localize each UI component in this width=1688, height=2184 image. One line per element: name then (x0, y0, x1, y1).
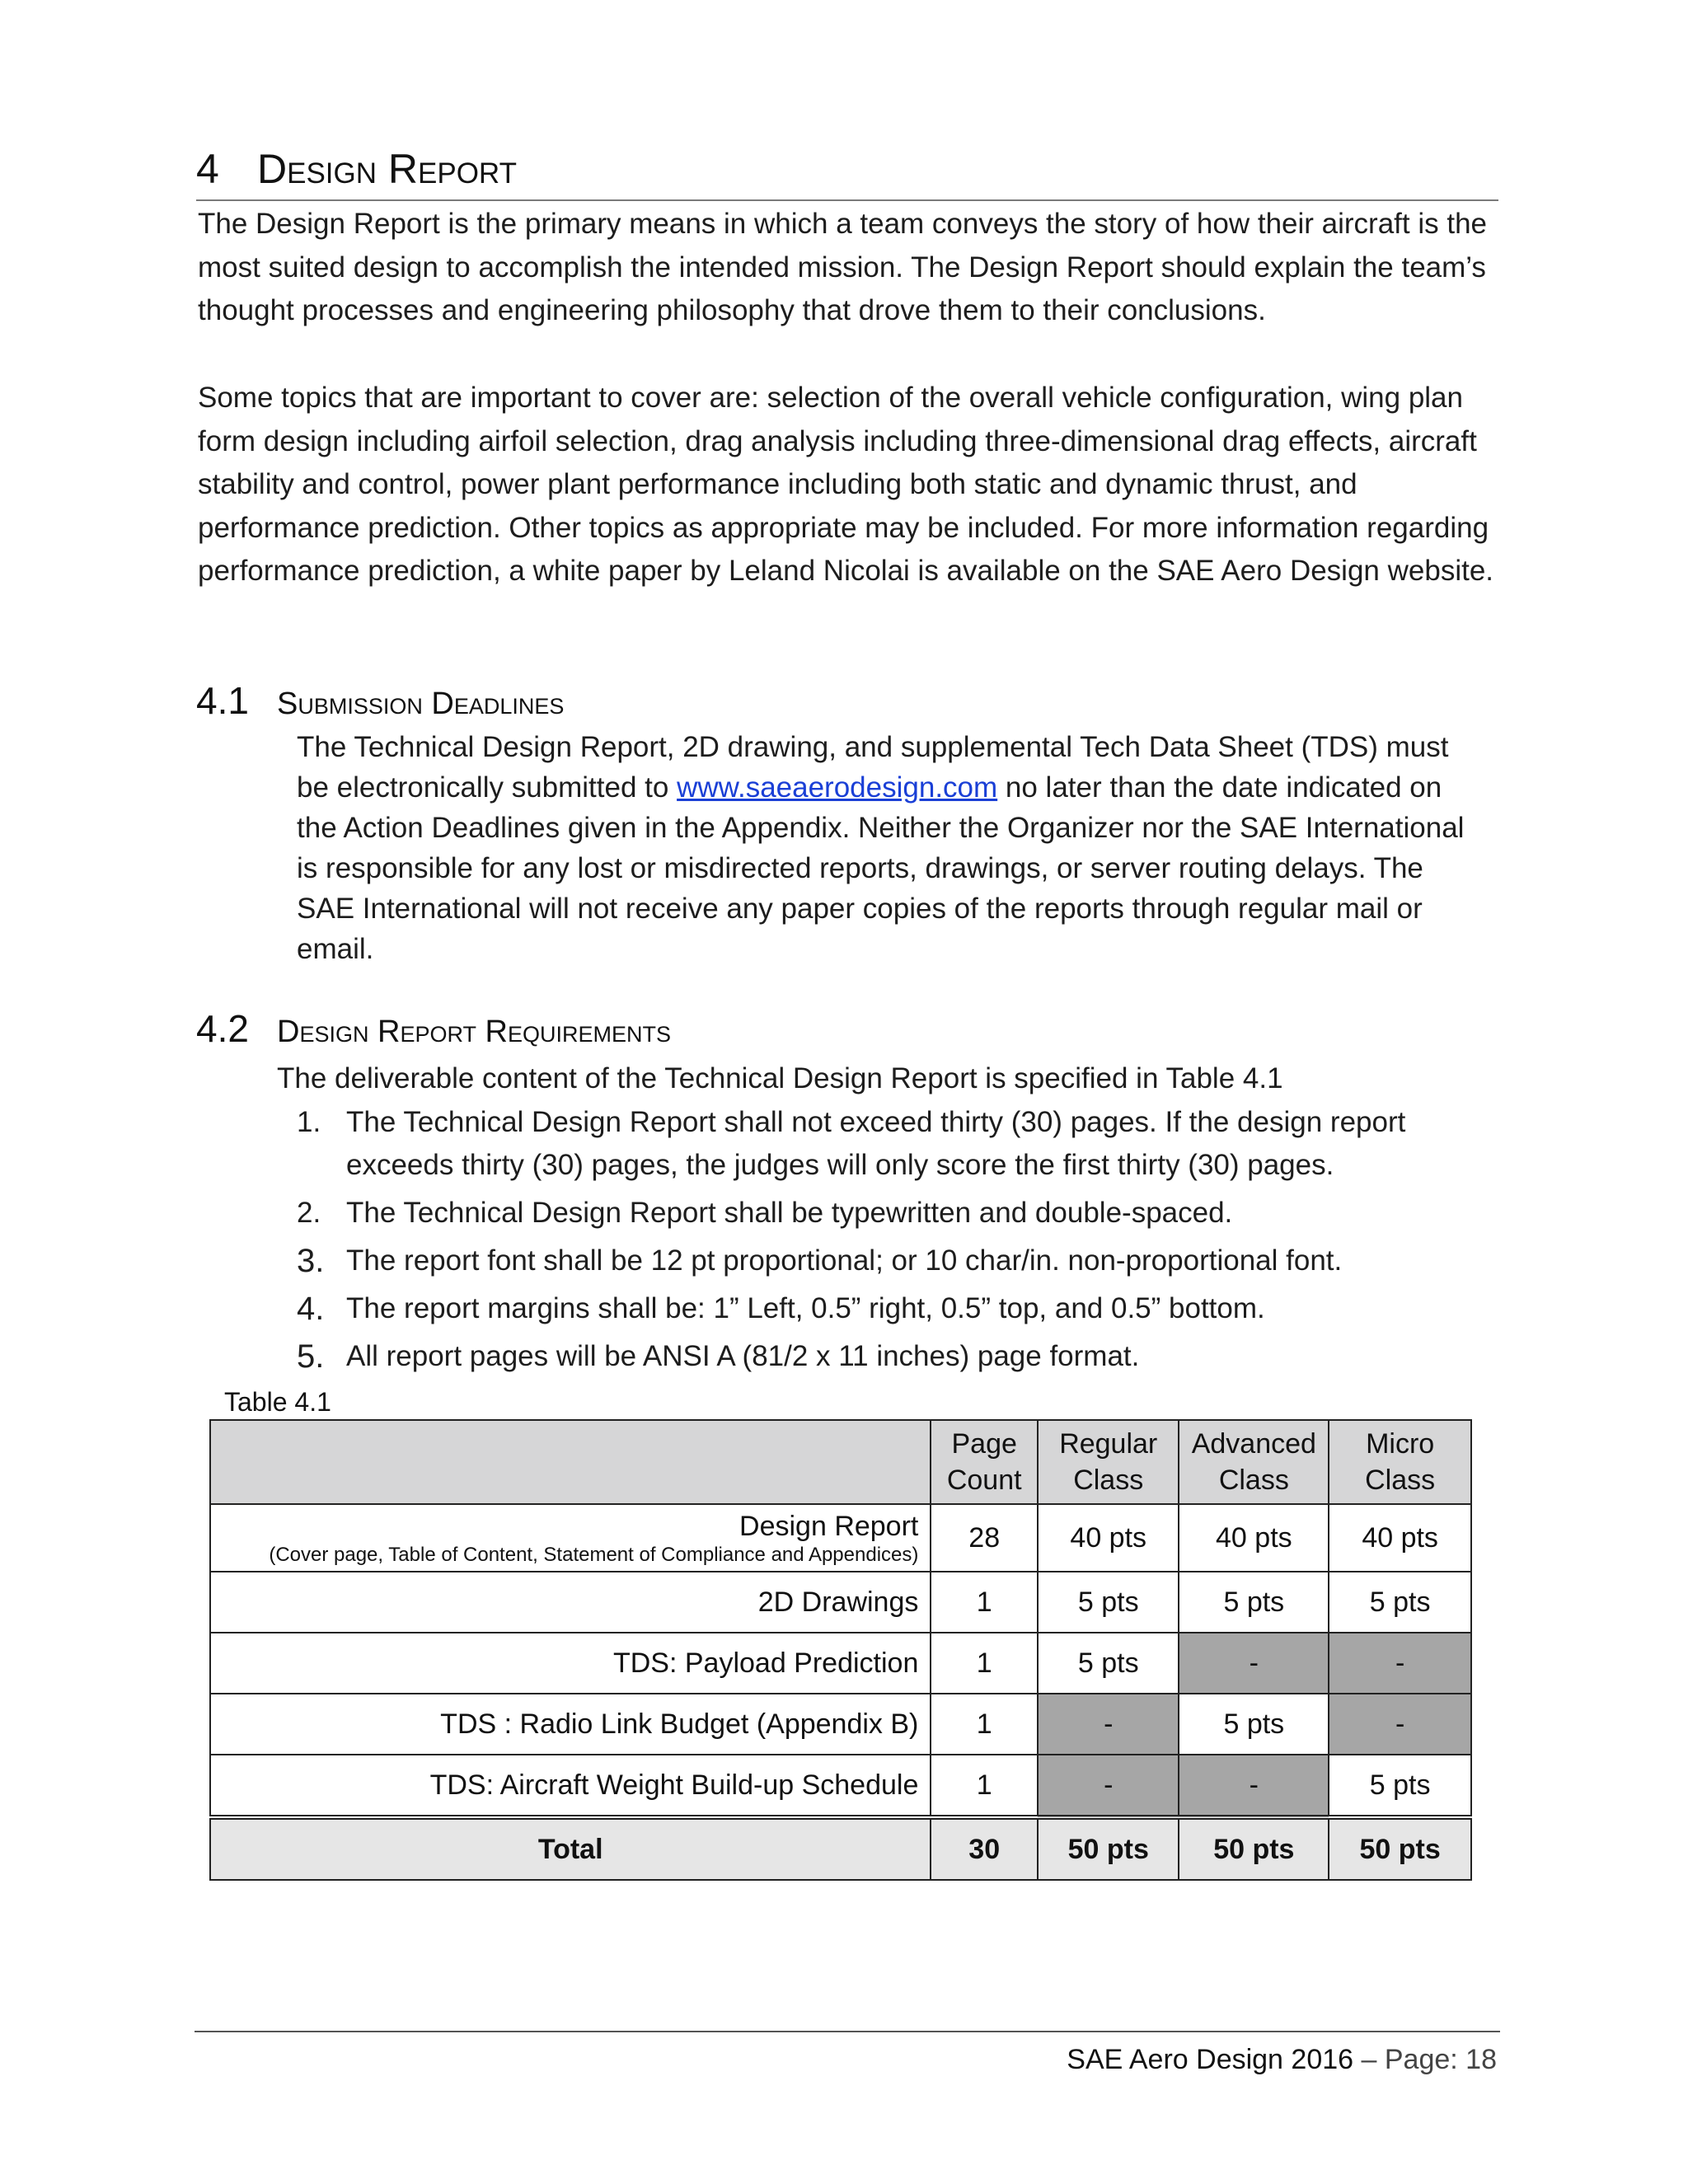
total-label: Total (210, 1817, 931, 1880)
table-cell-na: - (1329, 1694, 1471, 1755)
table-row (210, 1504, 1471, 1572)
table-cell: 1 (931, 1633, 1038, 1694)
submission-text-after: no later than the date indicated on the Action Deadlines given in the Appendix. Neither the Organizer nor the SAE International is responsible for any lost or misdirected reports, drawings, or server routing delays. The SAE International will not receive any paper copies of the reports through regular mail or email. (297, 771, 1465, 965)
list-item: 4. The report margins shall be: 1” Left, 0.5” right, 0.5” top, and 0.5” bottom. (297, 1291, 1265, 1327)
submission-text-before: The Technical Design Report, 2D drawing, and supplemental Tech Data Sheet (TDS) must be electronically submitted to (297, 731, 1449, 804)
section-heading (196, 140, 1498, 201)
list-item: 1. The Technical Design Report shall not exceed thirty (30) pages. If the design report exceeds thirty (30) pages, the judges will only score the first thirty (30) pages. (297, 1106, 1406, 1181)
table-header-row (210, 1420, 1471, 1504)
table-cell: 1 (931, 1755, 1038, 1817)
row-label-cell: TDS: Payload Prediction (210, 1633, 931, 1694)
list-item: 3. The report font shall be 12 pt proportional; or 10 char/in. non-proportional font. (297, 1243, 1343, 1279)
table-cell: 1 (931, 1694, 1038, 1755)
table-row (210, 1755, 1471, 1817)
subsection-title: Design Report Requirements (277, 1015, 672, 1049)
table-row (210, 1694, 1471, 1755)
table-cell: 5 pts (1179, 1572, 1329, 1633)
website-link[interactable]: www.saeaerodesign.com (677, 771, 998, 804)
header-cell: Regular Class (1038, 1420, 1179, 1504)
table-cell: 40 pts (1179, 1504, 1329, 1572)
page-number: Page: 18 (1384, 2044, 1497, 2075)
section-title: Design Report (257, 146, 517, 192)
subsection-heading-4-2 (196, 1005, 671, 1055)
requirements-intro: The deliverable content of the Technical Design Report is specified in Table 4.1 (277, 1062, 1283, 1094)
row-label-cell: TDS: Aircraft Weight Build-up Schedule (210, 1755, 931, 1817)
header-cell (210, 1420, 931, 1504)
table-cell-na: - (1179, 1633, 1329, 1694)
row-label-cell: 2D Drawings (210, 1572, 931, 1633)
row-label-cell (210, 1504, 931, 1572)
footer-title: SAE Aero Design 2016 (1067, 2044, 1354, 2075)
deliverables-table (209, 1419, 1472, 1881)
header-cell: Page Count (931, 1420, 1038, 1504)
total-cell: 50 pts (1038, 1817, 1179, 1880)
row-label: Design Report (739, 1511, 919, 1542)
table-cell: 5 pts (1179, 1694, 1329, 1755)
footer-divider (195, 2031, 1500, 2032)
subsection-heading-4-1 (196, 677, 564, 727)
subsection-number: 4.1 (196, 679, 249, 722)
subsection-title: Submission Deadlines (277, 687, 565, 721)
list-item: 5. All report pages will be ANSI A (81/2 x 11 inches) page format. (297, 1338, 1140, 1375)
table-cell: 5 pts (1038, 1633, 1179, 1694)
table-cell: 5 pts (1329, 1572, 1471, 1633)
footer-separator: – (1353, 2044, 1385, 2075)
table-cell: 5 pts (1329, 1755, 1471, 1817)
intro-paragraph-1: The Design Report is the primary means in which a team conveys the story of how their aircraft is the most suited design to accomplish the intended mission. The Design Report should explain the team’s thought processes and engineering philosophy that drove them to their conclusions. (198, 208, 1487, 326)
total-cell: 30 (931, 1817, 1038, 1880)
table-cell: 28 (931, 1504, 1038, 1572)
table-cell: 1 (931, 1572, 1038, 1633)
submission-paragraph (297, 727, 1484, 969)
intro-paragraph-2: Some topics that are important to cover are: selection of the overall vehicle configuration, wing plan form design including airfoil selection, drag analysis including three-dimensional drag effects, aircraft stability and control, power plant performance including both static and dynamic thrust, and performance prediction. Other topics as appropriate may be included. For more information regarding performance prediction, a white paper by Leland Nicolai is available on the SAE Aero Design website. (198, 382, 1494, 587)
table-caption: Table 4.1 (224, 1387, 331, 1417)
row-label-cell: TDS : Radio Link Budget (Appendix B) (210, 1694, 931, 1755)
table-cell-na: - (1038, 1755, 1179, 1817)
subsection-number: 4.2 (196, 1007, 249, 1050)
requirements-list (297, 1101, 1500, 1383)
table-cell-na: - (1179, 1755, 1329, 1817)
table-total-row (210, 1817, 1471, 1880)
table-cell: 5 pts (1038, 1572, 1179, 1633)
page-footer (1067, 2039, 1497, 2080)
table-cell-na: - (1038, 1694, 1179, 1755)
total-cell: 50 pts (1329, 1817, 1471, 1880)
list-item: 2. The Technical Design Report shall be typewritten and double-spaced. (297, 1197, 1233, 1229)
table-cell: 40 pts (1038, 1504, 1179, 1572)
row-note: (Cover page, Table of Content, Statement of Compliance and Appendices) (269, 1544, 919, 1566)
table-row (210, 1633, 1471, 1694)
total-cell: 50 pts (1179, 1817, 1329, 1880)
table-cell: 40 pts (1329, 1504, 1471, 1572)
table-cell-na: - (1329, 1633, 1471, 1694)
table-row (210, 1572, 1471, 1633)
header-cell: Advanced Class (1179, 1420, 1329, 1504)
section-number: 4 (196, 146, 219, 192)
header-cell: Micro Class (1329, 1420, 1471, 1504)
